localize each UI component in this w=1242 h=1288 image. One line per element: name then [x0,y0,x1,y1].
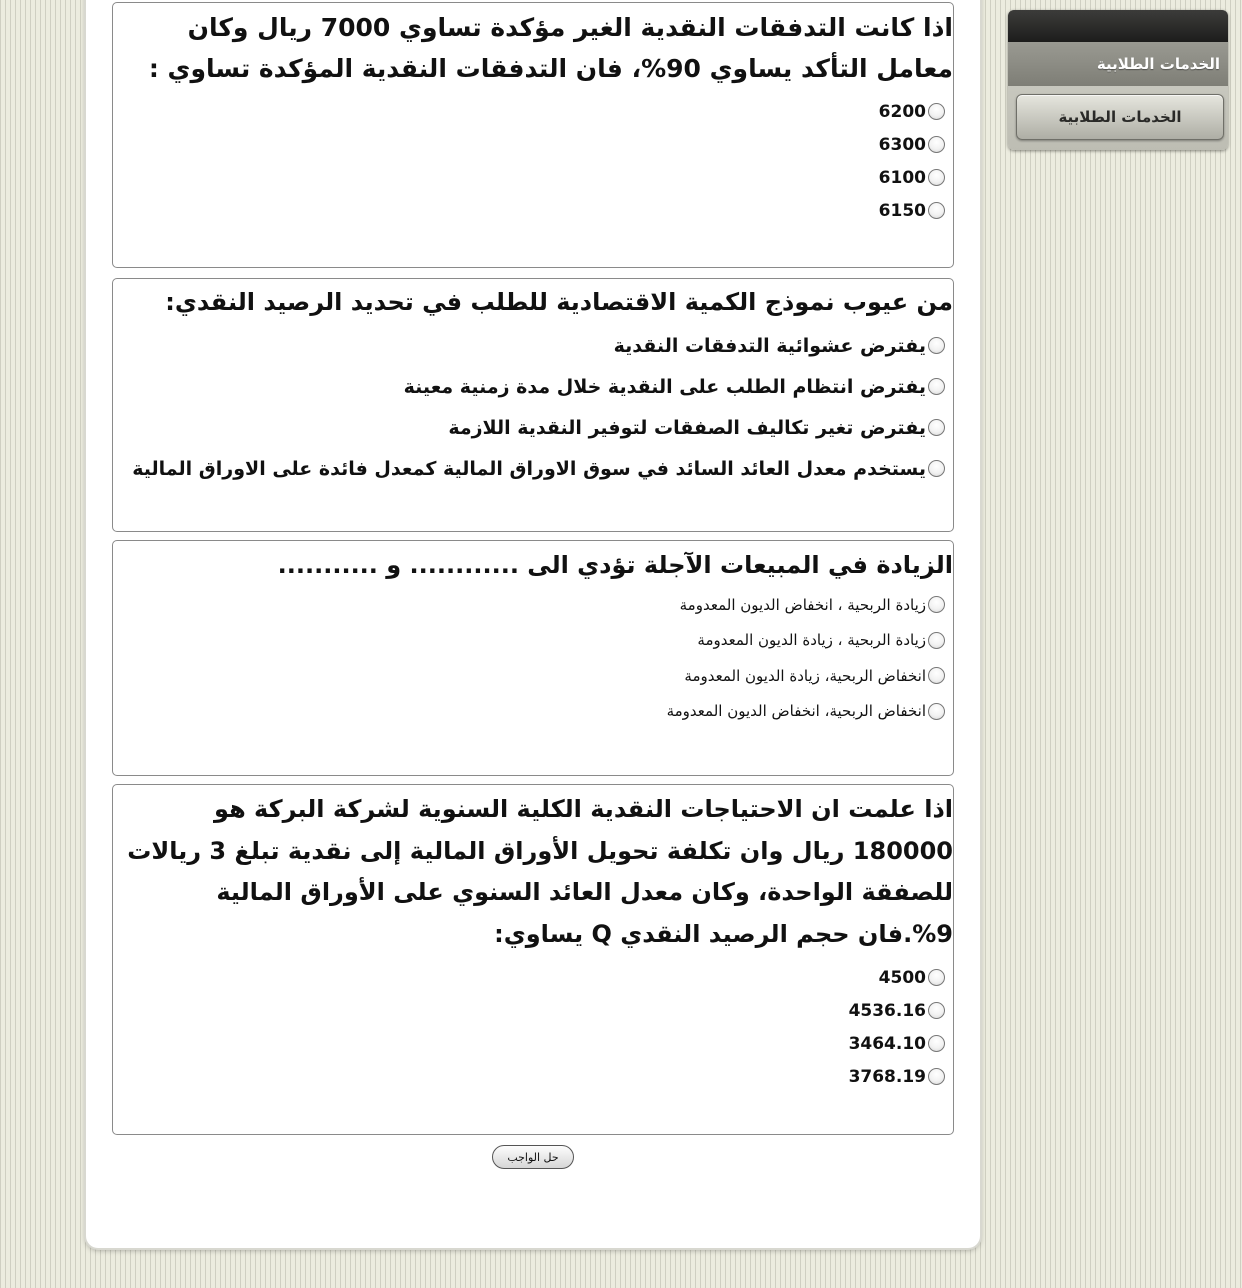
options-list [113,587,953,729]
option-label: 4500 [878,967,926,988]
question-box-2 [112,278,954,532]
radio-button[interactable] [928,1002,945,1019]
question-text: اذا علمت ان الاحتياجات النقدية الكلية السنوية لشركة البركة هو 180000 ريال وان تكلفة تحويل الأوراق المالية إلى نقدية تبلغ 3 ريالات للصفقة الواحدة، وكان معدل العائد السنوي على الأوراق المالية 9%.فان حجم الرصيد النقدي Q يساوي: [127,795,953,948]
options-list [113,95,953,227]
option-label: يفترض انتظام الطلب على النقدية خلال مدة زمنية معينة [403,375,926,398]
option-label: زيادة الربحية ، زيادة الديون المعدومة [697,631,926,650]
radio-button[interactable] [928,596,945,613]
option-label: انخفاض الربحية، انخفاض الديون المعدومة [666,702,926,721]
option-label: 6200 [878,101,926,122]
question-box-1 [112,2,954,268]
radio-button[interactable] [928,1035,945,1052]
option-label: يستخدم معدل العائد السائد في سوق الاوراق المالية كمعدل فائدة على الاوراق المالية [132,457,926,480]
sidebar-widget [1008,10,1228,150]
radio-button[interactable] [928,632,945,649]
radio-button[interactable] [928,337,945,354]
radio-button[interactable] [928,703,945,720]
option-label: 3768.19 [848,1066,926,1087]
options-list [113,961,953,1093]
option-item[interactable] [113,961,953,994]
option-label: زيادة الربحية ، انخفاض الديون المعدومة [679,595,926,614]
option-item[interactable] [113,694,953,730]
options-list [113,325,953,489]
radio-button[interactable] [928,103,945,120]
option-item[interactable] [113,448,953,489]
option-item[interactable] [113,407,953,448]
option-item[interactable] [113,587,953,623]
option-label: 6300 [878,134,926,155]
radio-button[interactable] [928,202,945,219]
question-text: من عيوب نموذج الكمية الاقتصادية للطلب في تحديد الرصيد النقدي: [165,288,953,316]
option-item[interactable] [113,161,953,194]
solve-homework-button[interactable]: حل الواجب [492,1145,574,1169]
option-item[interactable] [113,623,953,659]
sidebar-header: الخدمات الطلابية [1008,42,1228,86]
question-text: الزيادة في المبيعات الآجلة تؤدي الى ............ و ........... [277,551,953,579]
option-item[interactable] [113,658,953,694]
option-item[interactable] [113,366,953,407]
question-box-4 [112,784,954,1135]
question-box-3 [112,540,954,776]
sidebar-top-bar [1008,10,1228,42]
radio-button[interactable] [928,378,945,395]
radio-button[interactable] [928,136,945,153]
radio-button[interactable] [928,419,945,436]
option-label: انخفاض الربحية، زيادة الديون المعدومة [684,666,926,685]
option-label: 4536.16 [848,1000,926,1021]
option-item[interactable] [113,1027,953,1060]
radio-button[interactable] [928,169,945,186]
radio-button[interactable] [928,460,945,477]
option-item[interactable] [113,994,953,1027]
student-services-button[interactable]: الخدمات الطلابية [1016,94,1224,140]
option-item[interactable] [113,1060,953,1093]
radio-button[interactable] [928,667,945,684]
option-label: يفترض تغير تكاليف الصفقات لتوفير النقدية اللازمة [448,416,926,439]
radio-button[interactable] [928,969,945,986]
option-label: 6150 [878,200,926,221]
option-item[interactable] [113,128,953,161]
question-text: اذا كانت التدفقات النقدية الغير مؤكدة تساوي 7000 ريال وكان معامل التأكد يساوي 90%، فان التدفقات النقدية المؤكدة تساوي : [148,13,953,83]
option-label: 3464.10 [848,1033,926,1054]
option-label: 6100 [878,167,926,188]
option-item[interactable] [113,95,953,128]
option-item[interactable] [113,194,953,227]
option-item[interactable] [113,325,953,366]
option-label: يفترض عشوائية التدفقات النقدية [613,334,926,357]
radio-button[interactable] [928,1068,945,1085]
